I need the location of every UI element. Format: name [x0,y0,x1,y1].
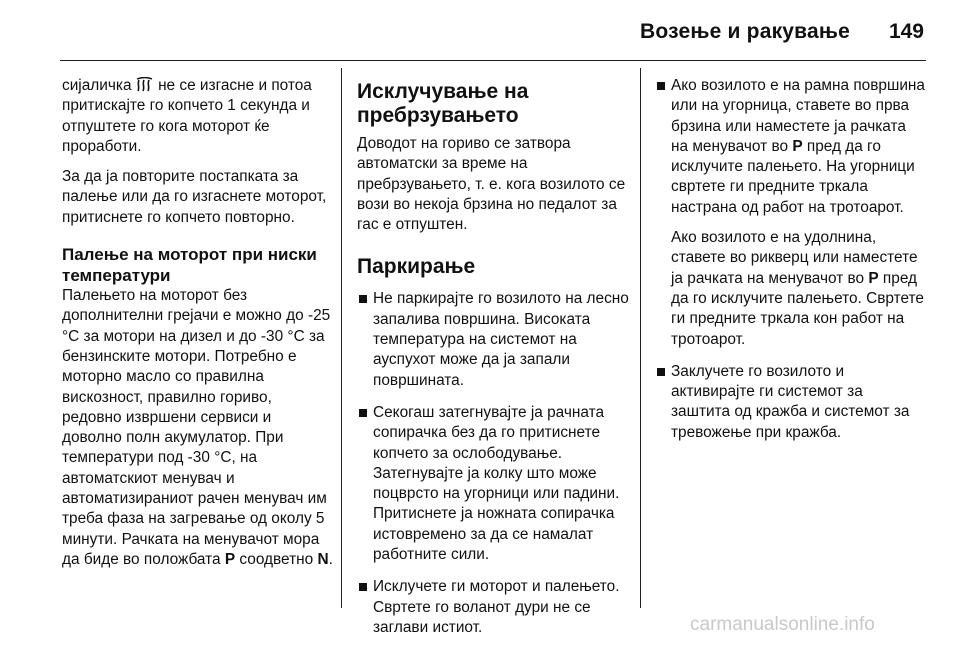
bullet-square-icon [359,583,367,591]
page-section-title: Возење и ракување [640,20,850,43]
list-item: Секогаш затегнувајте ја рачната сопирачка без да го притиснете копчето за ослободување. Затегнувајте ја колку што може поцврсто на угорници или падини. Притиснете ја ножната сопирачка истовремено за да се намалат работните сили. [357,403,635,565]
glow-plug-icon [136,77,154,93]
list-item: Заклучете го возилото и активирајте ги системот за заштита од кражба и системот за тревожење при кражба. [655,362,925,443]
column-right [655,76,925,455]
column-middle [357,80,635,650]
heading-low-temperature: Палење на моторот при ниски температури [62,245,317,286]
bullet-square-icon [657,368,665,376]
paragraph-low-temperature: Палењето на моторот без дополнителни грејачи е можно до -25 °C за мотори на дизел и до -30 °C за бензинските мотори. Потребно е моторно масло со правилна вискозност, правилно гориво, редовно извршени сервиси и доволно полн акумулатор. При температури под -30 °C, на автоматскиот менувач и автоматизираниот рачен менувач им треба фаза на загревање од околу 5 минути. Рачката на менувачот мора да биде во положбата P соодветно N. [62,287,333,568]
list-item: Исклучете ги моторот и палењето. Свртете го воланот дури не се заглави истиот. [357,577,635,638]
column-left [62,76,334,580]
paragraph-repeat: За да ја повторите постапката за палење или да го изгаснете моторот, притиснете го копчето повторно. [62,168,327,226]
heading-parking: Паркирање [357,255,476,279]
bullet-square-icon [657,82,665,90]
header-rule [60,60,926,61]
column-divider-1 [341,68,342,608]
paragraph-overrun-cutoff: Доводот на гориво се затвора автоматски за време на пребрзувањето, т. е. кога возилото се вози во некоја брзина но педалот за гас е отпуштен. [357,135,626,234]
bullet-square-icon [359,295,367,303]
list-item: Ако возилото е на рамна површина или на угорница, ставете во прва брзина или наместете ја рачката на менувачот во P пред да го исклучите палењето. На угорници свртете ги предните тркала настрана од работ на тротоарот. Ако возилото е на удолнина, ставете во рикверц или наместете ја рачката на менувачот во P пред да го исклучите палењето. Свртете ги предните тркала кон работ на тротоарот. [655,76,925,350]
list-item: Не паркирајте го возилото на лесно запалива површина. Високата температура на системот на ауспухот може да ја запали површината. [357,289,635,390]
page-number: 149 [888,20,924,43]
column-divider-2 [640,68,641,608]
heading-overrun-cutoff: Исклучување на пребрзувањето [357,80,529,127]
paragraph-glow-plug: сијаличка не се изгасне и потоа притискајте го копчето 1 секунда и отпуштете го кога моторот ќе проработи. [62,77,312,155]
watermark: carmanualsonline.info [690,614,875,635]
bullet-square-icon [359,409,367,417]
